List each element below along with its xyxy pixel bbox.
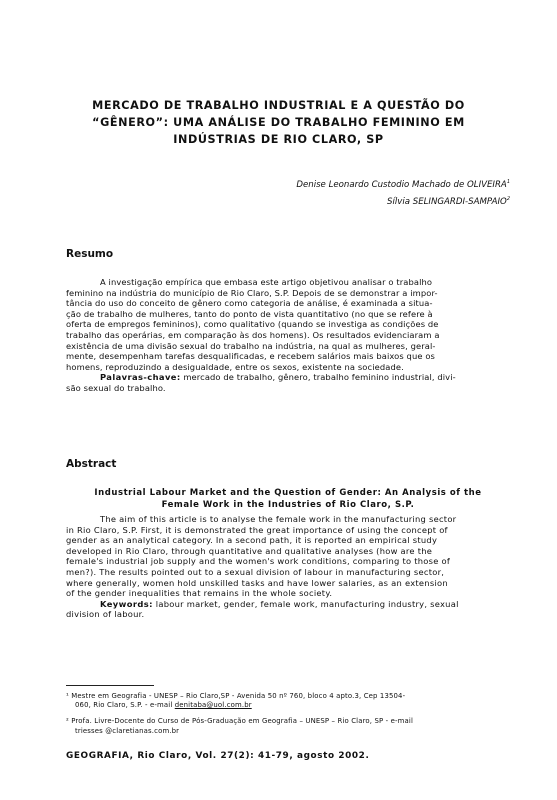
keywords-label: Keywords: xyxy=(100,598,153,609)
footnote-2: ² Profa. Livre-Docente do Curso de Pós-Graduação em Geografia – UNESP – Rio Claro, SP - e-mail xyxy=(66,717,414,726)
abstract-body xyxy=(66,514,510,620)
keywords-text: mercado de trabalho, gênero, trabalho feminino industrial, divi- xyxy=(180,372,456,383)
author-name: Denise Leonardo Custodio Machado de OLIVEIRA xyxy=(296,179,507,190)
keywords-text: labour market, gender, female work, manufacturing industry, sexual xyxy=(152,598,459,609)
abstract-line: female's industrial job supply and the women's work conditions, comparing to those of xyxy=(66,556,451,567)
footnotes xyxy=(66,692,514,736)
resumo-line: existência de uma divisão sexual do trabalho na indústria, na qual as mulheres, geral- xyxy=(66,340,436,351)
resumo-line: tância do uso do conceito de gênero como categoria de análise, é examinada a situa- xyxy=(66,298,433,309)
abstract-line: The aim of this article is to analyse the female work in the manufacturing sector xyxy=(100,514,457,524)
resumo-line: oferta de empregos femininos), como qualitativo (quando se investiga as condições de xyxy=(66,319,439,330)
resumo-heading: Resumo xyxy=(66,248,114,260)
author-1 xyxy=(296,175,510,192)
resumo-line: ção de trabalho de mulheres, tanto do ponto de vista quantitativo (no que se refere à xyxy=(66,308,433,319)
resumo-line: mente, desempenham tarefas desqualificadas, e recebem salários mais baixos que os xyxy=(66,351,435,362)
resumo-keywords xyxy=(66,372,510,383)
footnote-text: 060, Rio Claro, S.P. - e-mail xyxy=(75,701,175,710)
author-list xyxy=(296,175,510,209)
author-note-mark: 1 xyxy=(506,179,510,185)
abstract-line: gender as an analytical category. In a second path, it is reported an empirical study xyxy=(66,535,438,546)
abstract-line: men?). The results pointed out to a sexual division of labour in manufacturing sector, xyxy=(66,566,445,577)
keywords-label: Palavras-chave: xyxy=(100,372,181,383)
title-line: INDÚSTRIAS DE RIO CLARO, SP xyxy=(173,133,384,146)
abstract-title-line: Industrial Labour Market and the Question of Gender: An Analysis of the xyxy=(94,488,482,498)
abstract-heading: Abstract xyxy=(66,458,117,470)
abstract-keywords xyxy=(66,599,510,610)
abstract-title xyxy=(66,488,510,511)
abstract-line: in Rio Claro, S.P. First, it is demonstrated the great importance of using the concept of xyxy=(66,524,448,535)
resumo-line: homens, reproduzindo a desigualdade, entre os sexos, existente na sociedade. xyxy=(66,361,404,372)
footnote-2-cont: triesses @claretianas.com.br xyxy=(75,726,180,735)
footnote-divider xyxy=(66,685,154,686)
email-link[interactable]: denitaba@uol.com.br xyxy=(174,701,252,710)
author-2 xyxy=(296,192,510,209)
abstract-line: of the gender inequalities that remains in the whole society. xyxy=(66,588,333,599)
abstract-line: where generally, women hold unskilled tasks and have lower salaries, as an extension xyxy=(66,577,448,588)
footnote-1: ¹ Mestre em Geografia - UNESP – Rio Claro,SP - Avenida 50 nº 760, bloco 4 apto.3, Cep 13504- xyxy=(66,692,406,700)
resumo-line: trabalho das operárias, em comparação às dos homens). Os resultados evidenciaram a xyxy=(66,329,440,340)
resumo-line: feminino na indústria do município de Rio Claro, S.P. Depois de se demonstrar a impor- xyxy=(66,287,438,298)
author-name: Sílvia SELINGARDI-SAMPAIO xyxy=(387,196,507,207)
article-title xyxy=(60,97,497,148)
footnote-1-cont xyxy=(66,701,514,710)
resumo-keywords-cont: são sexual do trabalho. xyxy=(66,382,166,393)
author-note-mark: 2 xyxy=(506,195,510,202)
abstract-line: developed in Rio Claro, through quantitative and qualitative analyses (how are the xyxy=(66,545,433,556)
abstract-keywords-cont: division of labour. xyxy=(66,609,145,620)
abstract-title-line: Female Work in the Industries of Rio Claro, S.P. xyxy=(161,499,415,510)
title-line: “GÊNERO”: UMA ANÁLISE DO TRABALHO FEMININO EM xyxy=(92,116,465,129)
resumo-body xyxy=(66,277,510,394)
title-line: MERCADO DE TRABALHO INDUSTRIAL E A QUESTÃO DO xyxy=(92,99,465,112)
resumo-line: A investigação empírica que embasa este artigo objetivou analisar o trabalho xyxy=(100,277,433,287)
journal-citation: GEOGRAFIA, Rio Claro, Vol. 27(2): 41-79, agosto 2002. xyxy=(66,751,370,761)
